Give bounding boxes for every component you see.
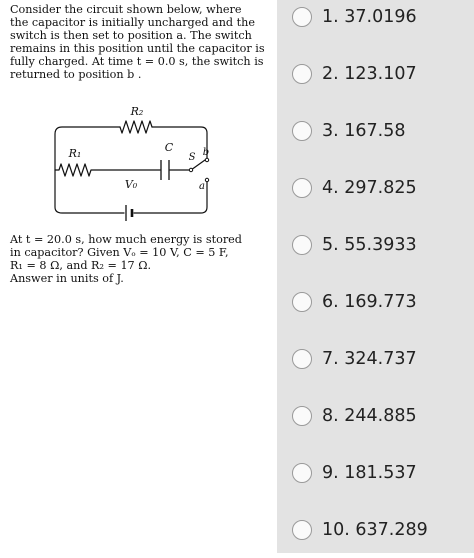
v0-label: V₀ [124, 178, 138, 191]
r1-resistor [55, 164, 160, 176]
radio-button[interactable] [292, 178, 312, 198]
choice-6[interactable] [277, 274, 474, 330]
choice-label: 6. 169.773 [322, 292, 417, 312]
choice-8[interactable] [277, 388, 474, 444]
switch-contact-a [205, 178, 208, 181]
intro-line: Consider the circuit shown below, where [10, 3, 242, 16]
choice-label: 10. 637.289 [322, 520, 428, 540]
radio-button[interactable] [292, 7, 312, 27]
intro-line: fully charged. At time t = 0.0 s, the switch is [10, 55, 264, 69]
s-label: S [188, 152, 196, 163]
choice-label: 5. 55.3933 [322, 235, 417, 255]
choice-7[interactable] [277, 331, 474, 387]
top-wire [152, 127, 210, 160]
radio-button[interactable] [292, 292, 312, 312]
b-label: b [202, 147, 210, 158]
c-label: C [164, 141, 174, 154]
radio-button[interactable] [292, 235, 312, 255]
radio-button[interactable] [292, 520, 312, 540]
r1-label: R₁ [68, 147, 82, 160]
choice-label: 8. 244.885 [322, 406, 417, 426]
intro-line: returned to position b . [10, 68, 142, 82]
radio-button[interactable] [292, 463, 312, 483]
prompt-line: At t = 20.0 s, how much energy is stored [10, 233, 242, 246]
choice-label: 9. 181.537 [322, 463, 417, 483]
intro-line: remains in this position until the capacitor is [10, 42, 265, 56]
switch-contact-b [205, 158, 208, 161]
choice-label: 7. 324.737 [322, 349, 417, 369]
intro-line: the capacitor is initially uncharged and the [10, 16, 255, 30]
choice-4[interactable] [277, 160, 474, 216]
radio-button[interactable] [292, 406, 312, 426]
radio-button[interactable] [292, 349, 312, 369]
a-label: a [199, 181, 205, 192]
r2-resistor [120, 121, 152, 133]
choice-9[interactable] [277, 445, 474, 501]
choice-label: 3. 167.58 [322, 121, 406, 141]
prompt-line: in capacitor? Given Vₒ = 10 V, C = 5 F, [10, 246, 229, 260]
choice-1[interactable] [277, 0, 474, 45]
question-prompt [10, 233, 258, 285]
answer-choices-panel [277, 0, 474, 553]
choice-3[interactable] [277, 103, 474, 159]
radio-button[interactable] [292, 121, 312, 141]
bottom-wire [134, 180, 207, 213]
choice-5[interactable] [277, 217, 474, 273]
choice-label: 1. 37.0196 [322, 7, 417, 27]
prompt-line: R₁ = 8 Ω, and R₂ = 17 Ω. [10, 259, 152, 273]
intro-line: switch is then set to position a. The switch [10, 29, 252, 43]
r2-label: R₂ [130, 105, 144, 118]
radio-button[interactable] [292, 64, 312, 84]
answer-units-line: Answer in units of J. [10, 272, 124, 286]
choice-10[interactable] [277, 502, 474, 558]
choice-label: 4. 297.825 [322, 178, 417, 198]
switch-pivot [189, 168, 192, 171]
choice-label: 2. 123.107 [322, 64, 417, 84]
choice-2[interactable] [277, 46, 474, 102]
